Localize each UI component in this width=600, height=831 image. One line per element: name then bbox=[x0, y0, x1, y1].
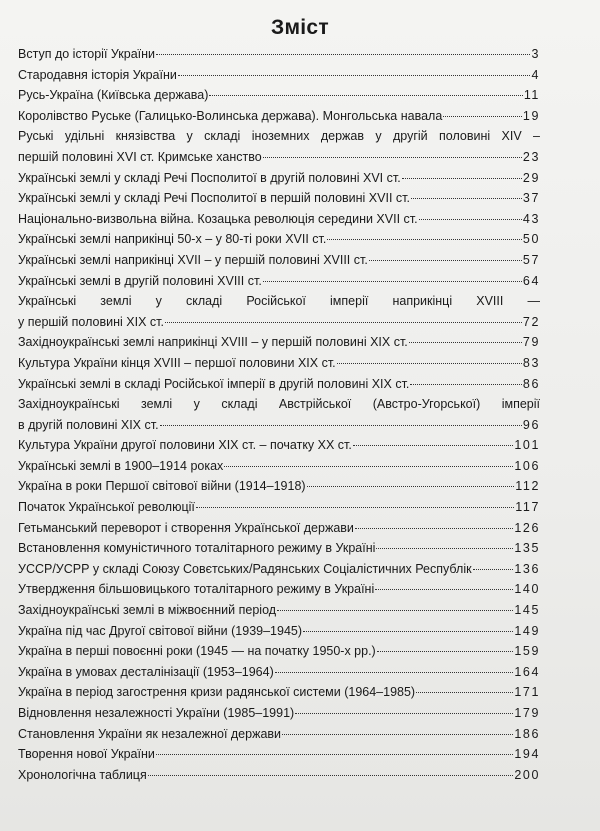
toc-entry-title: у першій половині XIX ст. bbox=[18, 314, 164, 329]
toc-entry-title: Українські землі наприкінці 50-х – у 80-ті роки XVII ст. bbox=[18, 232, 327, 247]
toc-entry[interactable] bbox=[18, 188, 540, 209]
toc-entry[interactable] bbox=[18, 518, 540, 539]
dot-leader bbox=[410, 383, 522, 385]
dot-leader bbox=[263, 156, 522, 158]
toc-entry[interactable] bbox=[18, 456, 540, 477]
toc-entry[interactable] bbox=[18, 209, 540, 230]
toc-entry[interactable] bbox=[18, 332, 540, 353]
toc-entry-title: Культура України кінця XVIII – першої половини XIX ст. bbox=[18, 355, 336, 370]
toc-entry-row bbox=[18, 724, 540, 745]
dot-leader bbox=[473, 568, 514, 570]
toc-entry[interactable] bbox=[18, 435, 540, 456]
toc-entry-row bbox=[18, 456, 540, 477]
toc-entry[interactable] bbox=[18, 682, 540, 703]
toc-entry[interactable] bbox=[18, 353, 540, 374]
toc-page-number: 159 bbox=[514, 644, 540, 659]
toc-page-number: 57 bbox=[522, 252, 540, 267]
toc-entry-row bbox=[18, 168, 540, 189]
toc-page-number: 37 bbox=[522, 191, 540, 206]
toc-entry-row bbox=[18, 497, 540, 518]
toc-entry-title: Україна під час Другої світової війни (1939–1945) bbox=[18, 623, 303, 638]
toc-page-number: 126 bbox=[514, 520, 540, 535]
dot-leader bbox=[148, 774, 514, 776]
dot-leader bbox=[196, 506, 514, 508]
dot-leader bbox=[443, 115, 522, 117]
dot-leader bbox=[307, 485, 515, 487]
dot-leader bbox=[353, 444, 513, 446]
toc-entry[interactable] bbox=[18, 600, 540, 621]
toc-page-number: 86 bbox=[522, 376, 540, 391]
toc-entry-title: Королівство Руське (Галицько-Волинська держава). Монгольська навала bbox=[18, 108, 443, 123]
dot-leader bbox=[409, 341, 522, 343]
dot-leader bbox=[416, 691, 513, 693]
toc-entry-row bbox=[18, 538, 540, 559]
toc-page-number: 101 bbox=[514, 438, 540, 453]
toc-entry-row bbox=[18, 476, 540, 497]
toc-entry-title: Українські землі у складі Речі Посполитої в другій половині XVI ст. bbox=[18, 170, 401, 185]
toc-entry-title: першій половині XVI ст. Кримське ханство bbox=[18, 149, 262, 164]
toc-entry-row bbox=[18, 44, 540, 65]
toc-entry-title: Україна в умовах десталінізації (1953–1964) bbox=[18, 664, 274, 679]
dot-leader bbox=[377, 650, 514, 652]
toc-entry-title: Хронологічна таблиця bbox=[18, 767, 147, 782]
dot-leader bbox=[295, 712, 513, 714]
toc-page-number: 117 bbox=[515, 500, 540, 515]
toc-entry[interactable] bbox=[18, 106, 540, 127]
toc-page-number: 23 bbox=[522, 149, 540, 164]
table-of-contents bbox=[18, 44, 540, 785]
toc-entry-row bbox=[18, 353, 540, 374]
toc-page-number: 4 bbox=[531, 67, 540, 82]
dot-leader bbox=[376, 547, 513, 549]
toc-entry-row bbox=[18, 65, 540, 86]
toc-page-number: 149 bbox=[514, 623, 540, 638]
toc-page-number: 112 bbox=[515, 479, 540, 494]
toc-entry[interactable] bbox=[18, 724, 540, 745]
toc-entry-title: Українські землі в 1900–1914 роках bbox=[18, 458, 224, 473]
page-title: Зміст bbox=[271, 16, 329, 39]
toc-page-number: 136 bbox=[514, 561, 540, 576]
toc-entry[interactable] bbox=[18, 291, 540, 332]
toc-entry-row bbox=[18, 703, 540, 724]
toc-entry-title: Західноукраїнські землі наприкінці XVIII – у першій половині XIX ст. bbox=[18, 335, 408, 350]
dot-leader bbox=[224, 465, 513, 467]
toc-page-number: 106 bbox=[514, 458, 540, 473]
dot-leader bbox=[355, 527, 513, 529]
toc-page-number: 19 bbox=[522, 108, 540, 123]
toc-page-number: 194 bbox=[514, 747, 540, 762]
toc-page-number: 83 bbox=[522, 355, 540, 370]
toc-entry-row bbox=[18, 271, 540, 292]
toc-entry-title: Українські землі в складі Російської імперії в другій половині XIX ст. bbox=[18, 376, 410, 391]
toc-entry-title: Українські землі у складі Речі Посполитої в першій половині XVII ст. bbox=[18, 191, 410, 206]
dot-leader bbox=[337, 362, 522, 364]
toc-entry[interactable] bbox=[18, 271, 540, 292]
toc-entry-title: Західноукраїнські землі в міжвоєнний період bbox=[18, 603, 277, 618]
toc-entry[interactable] bbox=[18, 497, 540, 518]
toc-entry-title: Україна в роки Першої світової війни (1914–1918) bbox=[18, 479, 306, 494]
toc-page-number: 64 bbox=[522, 273, 540, 288]
dot-leader bbox=[277, 609, 513, 611]
toc-entry-row bbox=[18, 250, 540, 271]
toc-entry-title: Гетьманський переворот і створення Української держави bbox=[18, 520, 354, 535]
toc-entry-title: Встановлення комуністичного тоталітарного режиму в Україні bbox=[18, 541, 376, 556]
dot-leader bbox=[165, 321, 522, 323]
dot-leader bbox=[209, 94, 522, 96]
toc-entry[interactable] bbox=[18, 744, 540, 765]
toc-entry-title: в другій половині XIX ст. bbox=[18, 417, 159, 432]
toc-entry-title: Творення нової України bbox=[18, 747, 155, 762]
toc-entry[interactable] bbox=[18, 394, 540, 435]
toc-page-number: 171 bbox=[514, 685, 540, 700]
toc-entry[interactable] bbox=[18, 765, 540, 786]
toc-entry-title: Українські землі наприкінці XVII – у першій половині XVIII ст. bbox=[18, 252, 368, 267]
toc-entry-title-line: Українські землі у складі Російської імперії наприкінці XVIII — bbox=[18, 294, 540, 309]
toc-entry[interactable] bbox=[18, 85, 540, 106]
dot-leader bbox=[375, 588, 513, 590]
toc-entry[interactable] bbox=[18, 126, 540, 167]
toc-page-number: 43 bbox=[522, 211, 540, 226]
toc-entry[interactable] bbox=[18, 476, 540, 497]
toc-entry-title: Стародавня історія України bbox=[18, 67, 177, 82]
toc-page-number: 11 bbox=[523, 88, 540, 103]
toc-entry-title-line: Західноукраїнські землі у складі Австрійської (Австро-Угорської) імперії bbox=[18, 397, 540, 412]
toc-entry-row bbox=[18, 641, 540, 662]
toc-entry-row bbox=[18, 229, 540, 250]
toc-page-number: 50 bbox=[522, 232, 540, 247]
toc-entry[interactable] bbox=[18, 229, 540, 250]
toc-entry-row bbox=[18, 662, 540, 683]
toc-entry-row bbox=[18, 744, 540, 765]
toc-page-number: 3 bbox=[531, 47, 540, 61]
toc-entry-title: Утвердження більшовицького тоталітарного режиму в Україні bbox=[18, 582, 375, 597]
dot-leader bbox=[263, 280, 522, 282]
dot-leader bbox=[156, 53, 530, 55]
toc-entry[interactable] bbox=[18, 65, 540, 86]
toc-entry-title: Вступ до історії України bbox=[18, 47, 156, 61]
dot-leader bbox=[369, 259, 522, 261]
toc-entry-row bbox=[18, 374, 540, 395]
toc-page-number: 179 bbox=[514, 706, 540, 720]
toc-entry-row bbox=[18, 188, 540, 209]
toc-entry[interactable] bbox=[18, 559, 540, 580]
toc-entry-row bbox=[18, 209, 540, 230]
toc-entry-row bbox=[18, 621, 540, 642]
toc-entry[interactable] bbox=[18, 579, 540, 600]
toc-entry-title: Початок Української революції bbox=[18, 500, 195, 515]
toc-entry-row bbox=[18, 85, 540, 106]
toc-entry[interactable] bbox=[18, 662, 540, 683]
toc-entry-title-line: Руські удільні князівства у складі іноземних держав у другій половині XIV – bbox=[18, 129, 540, 144]
toc-entry-title: Національно-визвольна війна. Козацька революція середини XVII ст. bbox=[18, 211, 418, 226]
dot-leader bbox=[275, 671, 514, 673]
toc-page-number: 79 bbox=[522, 335, 540, 350]
dot-leader bbox=[156, 753, 513, 755]
toc-entry[interactable] bbox=[18, 538, 540, 559]
toc-entry-title: УССР/УСРР у складі Союзу Совєтських/Радянських Соціалістичних Республік bbox=[18, 561, 472, 576]
toc-entry-row bbox=[18, 765, 540, 786]
toc-entry-title: Русь-Україна (Київська держава) bbox=[18, 88, 209, 103]
dot-leader bbox=[419, 218, 522, 220]
toc-page-number: 164 bbox=[514, 664, 540, 679]
toc-entry-row bbox=[18, 147, 540, 168]
toc-page-number: 145 bbox=[514, 603, 540, 618]
toc-entry-row bbox=[18, 600, 540, 621]
toc-entry-row bbox=[18, 332, 540, 353]
toc-entry-row bbox=[18, 682, 540, 703]
toc-entry-row bbox=[18, 106, 540, 127]
toc-entry-row bbox=[18, 579, 540, 600]
toc-page-number: 135 bbox=[514, 541, 540, 556]
dot-leader bbox=[411, 197, 522, 199]
toc-entry[interactable] bbox=[18, 703, 540, 724]
toc-entry[interactable] bbox=[18, 168, 540, 189]
toc-entry-row bbox=[18, 559, 540, 580]
toc-entry-row bbox=[18, 312, 540, 333]
toc-entry-title: Відновлення незалежності України (1985–1991) bbox=[18, 706, 295, 720]
toc-entry-row bbox=[18, 435, 540, 456]
toc-page-number: 200 bbox=[514, 767, 540, 782]
toc-page-number: 29 bbox=[522, 170, 540, 185]
toc-entry-title: Становлення України як незалежної держави bbox=[18, 726, 282, 741]
toc-page-number: 96 bbox=[522, 417, 540, 432]
toc-entry[interactable] bbox=[18, 374, 540, 395]
toc-page-number: 72 bbox=[522, 314, 540, 329]
toc-page-number: 140 bbox=[514, 582, 540, 597]
toc-entry-row bbox=[18, 518, 540, 539]
toc-entry[interactable] bbox=[18, 44, 540, 65]
toc-entry-title: Культура України другої половини XIX ст. – початку XX ст. bbox=[18, 438, 352, 453]
toc-entry[interactable] bbox=[18, 641, 540, 662]
toc-entry-row bbox=[18, 415, 540, 436]
dot-leader bbox=[327, 238, 522, 240]
dot-leader bbox=[303, 630, 513, 632]
dot-leader bbox=[282, 733, 513, 735]
toc-entry[interactable] bbox=[18, 621, 540, 642]
toc-entry[interactable] bbox=[18, 250, 540, 271]
toc-entry-title: Українські землі в другій половині XVIII ст. bbox=[18, 273, 262, 288]
dot-leader bbox=[178, 74, 531, 76]
toc-entry-title: Україна в період загострення кризи радянської системи (1964–1985) bbox=[18, 685, 416, 700]
dot-leader bbox=[402, 177, 522, 179]
toc-page-number: 186 bbox=[514, 726, 540, 741]
dot-leader bbox=[160, 424, 522, 426]
toc-entry-title: Україна в перші повоєнні роки (1945 — на початку 1950-х рр.) bbox=[18, 644, 376, 659]
